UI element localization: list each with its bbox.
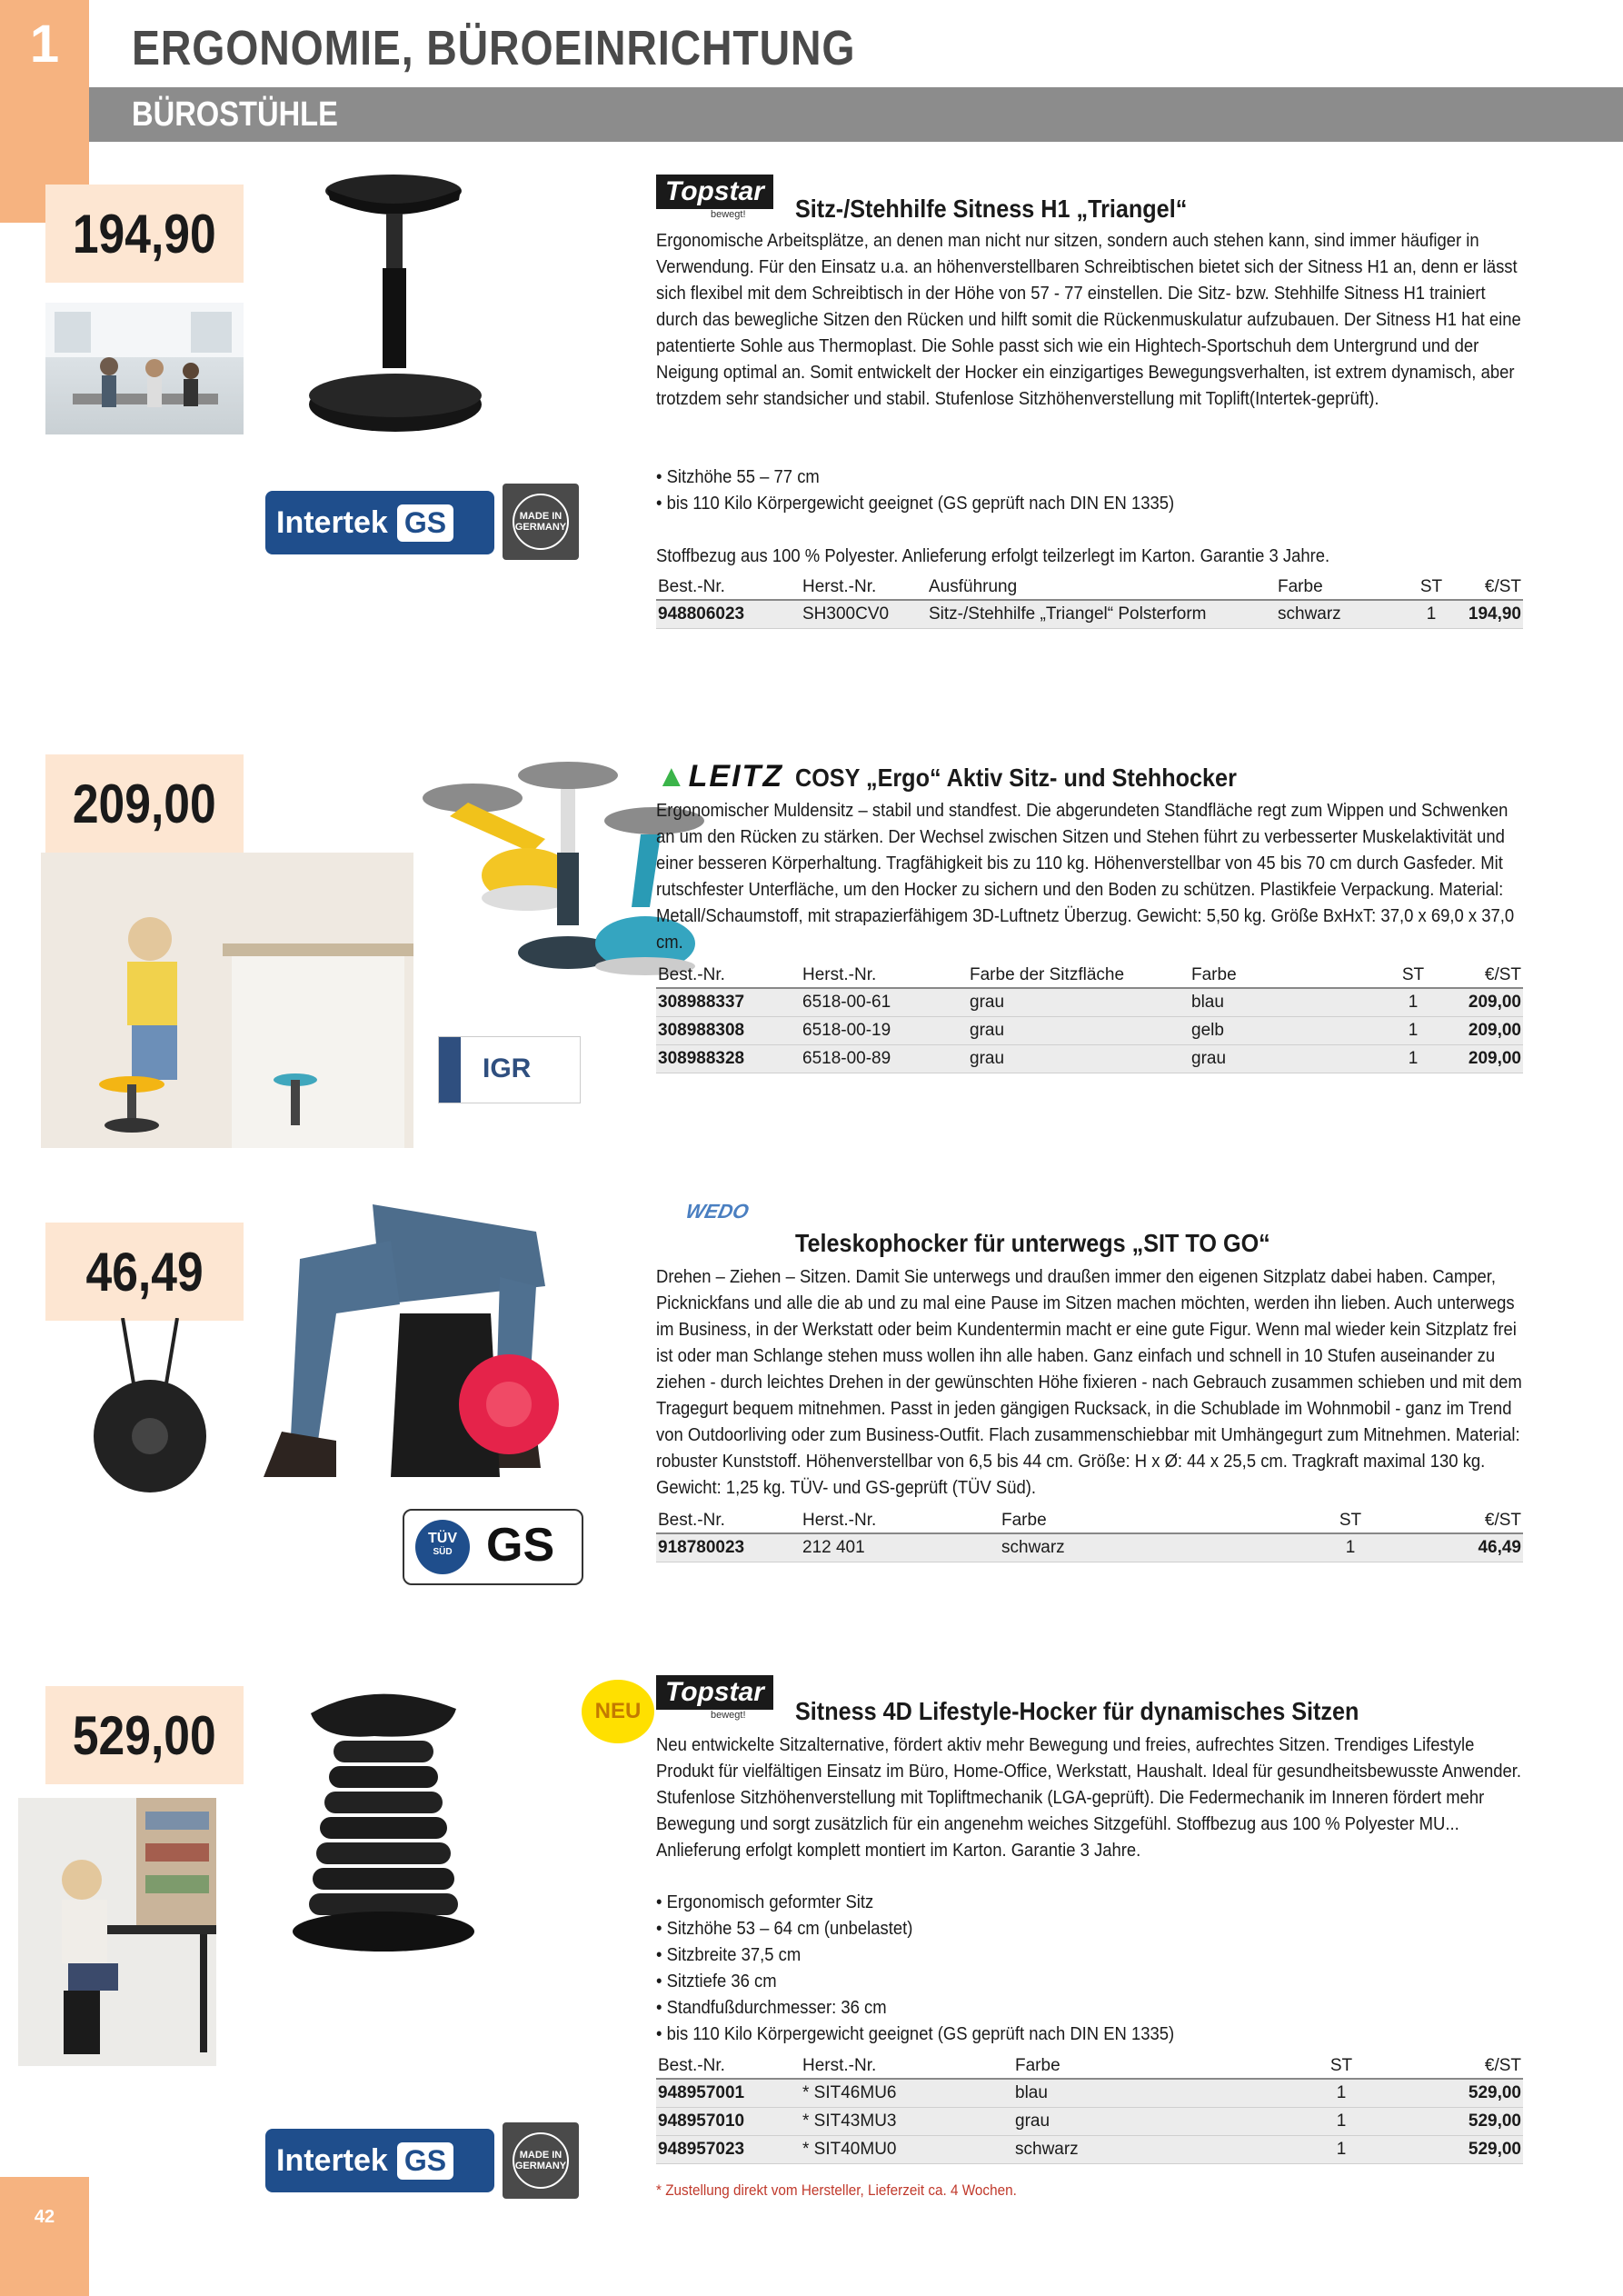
product-bullets	[656, 464, 1174, 516]
product-image	[284, 1686, 474, 1963]
product-title: Teleskophocker für unterwegs „SIT TO GO“	[795, 1229, 1270, 1257]
gs-label: GS	[397, 504, 453, 542]
product-description: Neu entwickelte Sitzalternative, fördert aktiv mehr Bewegung und freies, aufrechtes Sitzen. Trendiges Lifestyle Produkt für vielfältigen Einsatz im Büro, Home-Office, Werkstatt, Haushalt. Ideal für gesundheitsbewusste Anwender. Stufenlose Sitzhöhenverstellung mit Topliftmechanik (LGA-geprüft). Die Federmechanik im Inneren fördert mehr Bewegung und sorgt zusätzlich für ein angenehm weiches Sitzgefühl. Stoffbezug aus 100 % Polyester MU... Anlieferung erfolgt komplett montiert im Karton. Garantie 3 Jahre.	[656, 1734, 1522, 1861]
table-row: 918780023 212 401 schwarz 1 46,49	[656, 1533, 1523, 1562]
table-row: 948957023 * SIT40MU0 schwarz 1 529,00	[656, 2136, 1523, 2164]
intertek-label: Intertek	[276, 2142, 388, 2178]
product-note: Stoffbezug aus 100 % Polyester. Anlieferung erfolgt teilzerlegt im Karton. Garantie 3 Jahre.	[656, 545, 1330, 566]
product-description: Ergonomischer Muldensitz – stabil und standfest. Die abgerundeten Standfläche regt zum Wippen und Schwenken an um den Rücken zu stärken. Der Wechsel zwischen Sitzen und Stehen führt zu verbesserter Muskelaktivität und einer besseren Körperhaltung. Tragfähigkeit bis zu 110 kg. Höhenverstellbar von 45 bis 70 cm durch Gasfeder. Mit rutschfester Unterfläche, um den Hocker zu sichern und den Boden zu schützen. Plastikfeie Verpackung. Material: Metall/Schaumstoff, mit strapazierfähigem 3D-Luftnetz Überzug. Gewicht: 5,50 kg. Größe BxHxT: 37,0 x 69,0 x 37,0 cm.	[656, 800, 1515, 953]
bullet-item: • Ergonomisch geformter Sitz	[656, 1889, 1174, 1915]
product-bullets	[656, 1889, 1174, 2047]
bullet-item: • bis 110 Kilo Körpergewicht geeignet (GS geprüft nach DIN EN 1335)	[656, 2021, 1174, 2047]
intertek-label: Intertek	[276, 504, 388, 540]
tuv-gs-badge: TÜV SÜD GS	[403, 1509, 583, 1585]
price-box: 529,00	[45, 1686, 244, 1784]
page-title: ERGONOMIE, BÜROEINRICHTUNG	[132, 21, 856, 75]
lifestyle-photo	[18, 1798, 216, 2066]
intertek-gs-badge	[265, 491, 494, 554]
made-in-germany-badge: MADE IN GERMANY	[503, 484, 579, 560]
lifestyle-photo	[45, 303, 244, 434]
igr-badge: IGR	[438, 1036, 581, 1103]
footnote: * Zustellung direkt vom Hersteller, Lieferzeit ca. 4 Wochen.	[656, 2181, 1017, 2199]
order-table	[656, 963, 1523, 1073]
order-table	[656, 575, 1523, 629]
gs-label: GS	[397, 2142, 453, 2180]
product-title: Sitness 4D Lifestyle-Hocker für dynamisches Sitzen	[795, 1697, 1359, 1725]
table-header: Best.-Nr. Herst.-Nr. Farbe ST €/ST	[656, 1509, 1523, 1533]
table-row: 948957010 * SIT43MU3 grau 1 529,00	[656, 2108, 1523, 2136]
table-row: 308988328 6518-00-89 grau grau 1 209,00	[656, 1045, 1523, 1073]
price-box: 194,90	[45, 185, 244, 283]
bullet-item: • Sitzhöhe 55 – 77 cm	[656, 464, 1174, 490]
price-box: 46,49	[45, 1223, 244, 1321]
bag-image	[86, 1318, 214, 1495]
table-row: 308988337 6518-00-61 grau blau 1 209,00	[656, 988, 1523, 1017]
product-image	[295, 164, 495, 445]
bullet-item: • Sitztiefe 36 cm	[656, 1968, 1174, 1994]
topstar-logo: Topstar bewegt!	[656, 175, 773, 220]
leitz-logo: ▲LEITZ	[656, 759, 784, 794]
product-title: Sitz-/Stehhilfe Sitness H1 „Triangel“	[795, 195, 1188, 223]
product-title: COSY „Ergo“ Aktiv Sitz- und Stehhocker	[795, 764, 1237, 792]
page-number-tab	[0, 2177, 89, 2296]
new-badge: NEU	[582, 1680, 654, 1743]
lifestyle-photo	[41, 853, 413, 1148]
bullet-item: • Sitzhöhe 53 – 64 cm (unbelastet)	[656, 1915, 1174, 1942]
table-row: 948806023 SH300CV0 Sitz-/Stehhilfe „Triangel“ Polsterform schwarz 1 194,90	[656, 600, 1523, 629]
table-row: 308988308 6518-00-19 grau gelb 1 209,00	[656, 1017, 1523, 1045]
chapter-number: 1	[29, 14, 60, 74]
bullet-item: • bis 110 Kilo Körpergewicht geeignet (GS geprüft nach DIN EN 1335)	[656, 490, 1174, 516]
price-box: 209,00	[45, 754, 244, 853]
page-subtitle: BÜROSTÜHLE	[132, 95, 338, 134]
page-number: 42	[34, 2207, 55, 2227]
product-description: Drehen – Ziehen – Sitzen. Damit Sie unterwegs und draußen immer den eigenen Sitzplatz dabei haben. Camper, Picknickfans und alle die ab und zu mal eine Pause im Sitzen machen möchten, werden ihn lieben. Auch unterwegs im Business, in der Werkstatt oder beim Kundentermin macht er eine gute Figur. Wenn mal wieder kein Sitzplatz frei ist oder man Schlange stehen muss wollen ihn alle haben. Ganz einfach und schnell in 10 Stufen auseinander zu ziehen - durch leichtes Drehen in der gewünschten Höhe fixieren - nach Gebrauch zusammen schieben und mit dem Tragegurt bequem mitnehmen. Passt in jeden gängigen Rucksack, in die Schublade im Wohnmobil - ganz im Trend von Outdoorliving oder zum Business-Outfit. Flach zusammenschiebbar mit Umhängegurt zum Mitnehmen. Material: robuster Kunststoff. Höhenverstellbar von 6,5 bis 44 cm. Größe: H x Ø: 44 x 25,5 cm. Tragkraft maximal 130 kg. Gewicht: 1,25 kg. TÜV- und GS-geprüft (TÜV Süd).	[656, 1266, 1522, 1498]
table-row: 948957001 * SIT46MU6 blau 1 529,00	[656, 2079, 1523, 2108]
order-table	[656, 1509, 1523, 1562]
product-description: Ergonomische Arbeitsplätze, an denen man nicht nur sitzen, sondern auch stehen kann, sind immer häufiger in Verwendung. Für den Einsatz u.a. an höhenverstellbaren Schreibtischen bietet sich der Sitness H1 an, denn er lässt sich flexibel mit dem Schreibtisch in der Höhe von 57 - 77 einstellen. Die Sitz- bzw. Stehhilfe Sitness H1 trainiert durch das bewegliche Sitzen den Rücken und hilft somit die Rückenmuskulatur aufzubauen. Der Sitness H1 hat eine patentierte Sohle aus Thermoplast. Die Sohle passt sich wie ein Hightech-Sportschuh dem Untergrund und der Neigung optimal an. Somit entwickelt der Hocker ein einzigartiges Bewegungsverhalten, ist extrem dynamisch, aber trotzdem sehr standsicher und stabil. Stufenlose Sitzhöhenverstellung mit Toplift(Intertek-geprüft).	[656, 230, 1521, 409]
table-header: Best.-Nr. Herst.-Nr. Farbe ST €/ST	[656, 2054, 1523, 2079]
wedo-logo: WEDO	[683, 1200, 752, 1223]
product-image	[264, 1204, 591, 1495]
topstar-logo: Topstar bewegt!	[656, 1675, 773, 1721]
intertek-gs-badge	[265, 2129, 494, 2192]
table-header: Best.-Nr. Herst.-Nr. Farbe der Sitzfläche Farbe ST €/ST	[656, 963, 1523, 988]
bullet-item: • Standfußdurchmesser: 36 cm	[656, 1994, 1174, 2021]
bullet-item: • Sitzbreite 37,5 cm	[656, 1942, 1174, 1968]
order-table	[656, 2054, 1523, 2164]
table-header: Best.-Nr. Herst.-Nr. Ausführung Farbe ST €/ST	[656, 575, 1523, 600]
made-in-germany-badge: MADE IN GERMANY	[503, 2122, 579, 2199]
